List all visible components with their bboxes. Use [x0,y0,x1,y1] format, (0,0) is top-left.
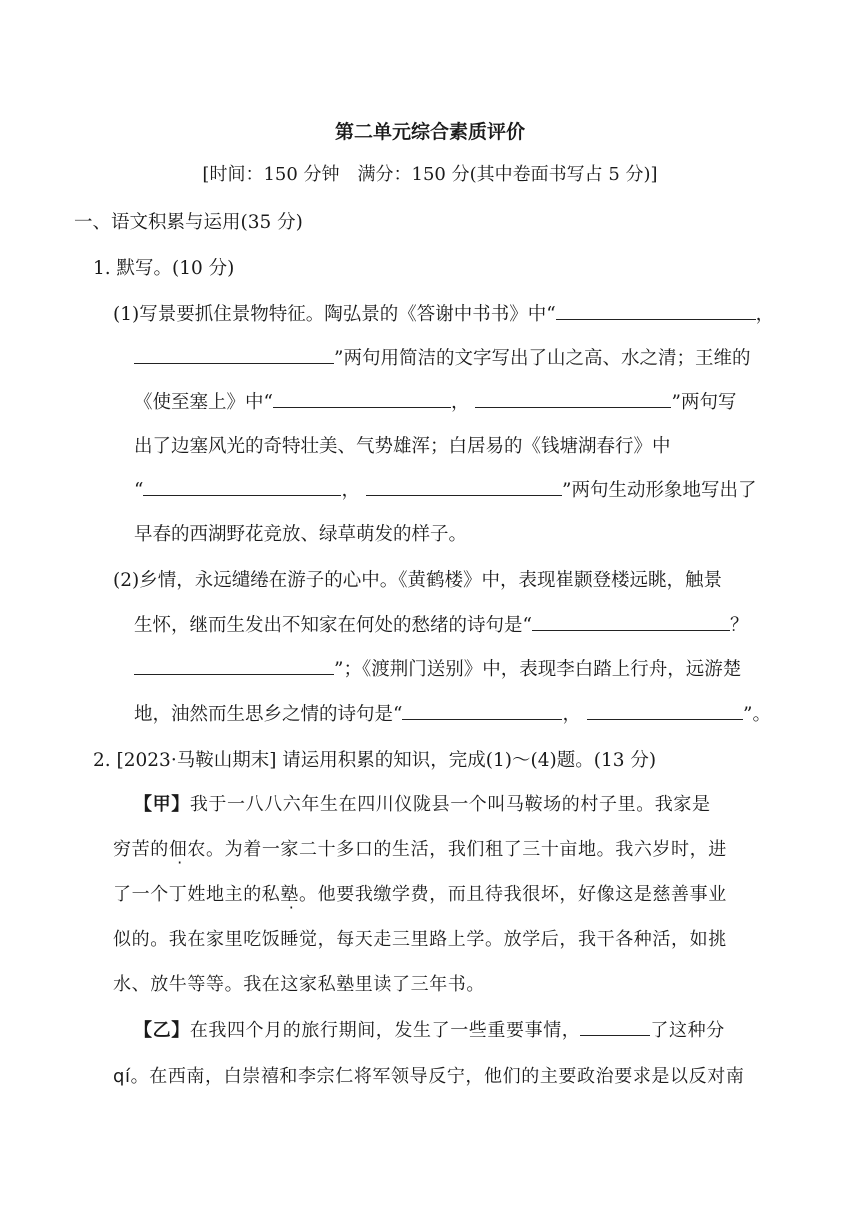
question-2-stem: 2. [2023·马鞍山期末] 请运用积累的知识，完成(1)～(4)题。(13 分) [93,750,657,771]
passage-marker: 【甲】 [134,794,190,815]
text: (1)写景要抓住景物特征。陶弘景的《答谢中书书》中“ [113,304,556,325]
passage-jia-line4: 似的。我在家里吃饭睡觉，每天走三里路上学。放学后，我干各种活，如挑 [113,929,727,950]
text: ”两句生动形象地写出了 [561,480,757,501]
passage-jia-line1 [134,790,711,816]
text: ”两句用简洁的文字写出了山之高、水之清；王维的 [334,348,751,369]
q1-part1-line1 [113,300,774,326]
text: 生怀，继而生发出不知家在何处的愁绪的诗句是“ [134,615,532,636]
passage-jia-line5: 水、放牛等等。我在这家私塾里读了三年书。 [113,974,485,995]
text: 了这种分 [650,1020,725,1041]
answer-blank[interactable] [580,1017,650,1036]
text: 我于一八八六年生在四川仪陇县一个叫马鞍场的村子里。我家是 [189,794,711,815]
text: 穷苦的 [113,839,169,860]
text: “ [134,480,144,501]
dotted-char: 佃 [168,839,188,860]
text: ？ [729,615,749,636]
passage-jia-line2 [113,835,727,861]
passage-yi-line1 [134,1016,725,1042]
page-title: 第二单元综合素质评价 [334,121,525,143]
text: ， [341,480,360,501]
dotted-char: 塾 [280,884,300,905]
q1-part2-line2 [134,611,748,637]
text: 地，油然而生思乡之情的诗句是“ [134,704,403,725]
passage-jia-line3 [113,880,727,906]
answer-blank[interactable] [134,345,334,364]
answer-blank[interactable] [475,389,671,408]
answer-blank[interactable] [402,701,562,720]
answer-blank[interactable] [134,656,334,675]
answer-blank[interactable] [556,301,756,320]
q1-part1-line4: 出了边塞风光的奇特壮美、气势雄浑；白居易的《钱塘湖春行》中 [134,436,671,457]
answer-blank[interactable] [532,612,730,631]
q1-part1-line6: 早春的西湖野花竞放、绿草萌发的样子。 [134,524,468,545]
answer-blank[interactable] [587,701,743,720]
q1-part1-line3 [134,388,736,414]
passage-yi-line2: qí。在西南，白崇禧和李宗仁将军领导反宁，他们的主要政治要求是以反对南 [113,1066,745,1087]
text: 在我四个月的旅行期间，发生了一些重要事情， [189,1020,581,1041]
text: 了一个丁姓地主的私 [113,884,281,905]
q1-part2-line1: (2)乡情，永远缱绻在游子的心中。《黄鹤楼》中，表现崔颢登楼远眺，触景 [113,570,722,591]
answer-blank[interactable] [366,477,562,496]
text: ”两句写 [671,392,737,413]
q1-part2-line3 [134,655,741,681]
exam-info: [时间：150 分钟 满分：150 分(其中卷面书写占 5 分)] [202,164,658,185]
text: ， [450,392,470,413]
text: 。他要我缴学费，而且待我很坏，好像这是慈善事业 [299,884,727,905]
text: 《使至塞上》中“ [134,392,273,413]
q1-part1-line2 [134,344,750,370]
q1-part1-line5 [134,476,756,502]
answer-blank[interactable] [273,389,451,408]
text: ， [562,704,581,725]
text: ”；《渡荆门送别》中，表现李白踏上行舟，远游楚 [334,659,742,680]
text: 农。为着一家二十多口的生活，我们租了三十亩地。我六岁时，进 [187,839,727,860]
section-heading: 一、语文积累与运用(35 分) [74,212,303,233]
text: ”。 [742,704,771,725]
answer-blank[interactable] [143,477,341,496]
text: ， [755,304,775,325]
question-1-stem: 1. 默写。(10 分) [93,258,235,279]
passage-marker: 【乙】 [134,1020,190,1041]
q1-part2-line4 [134,700,771,726]
